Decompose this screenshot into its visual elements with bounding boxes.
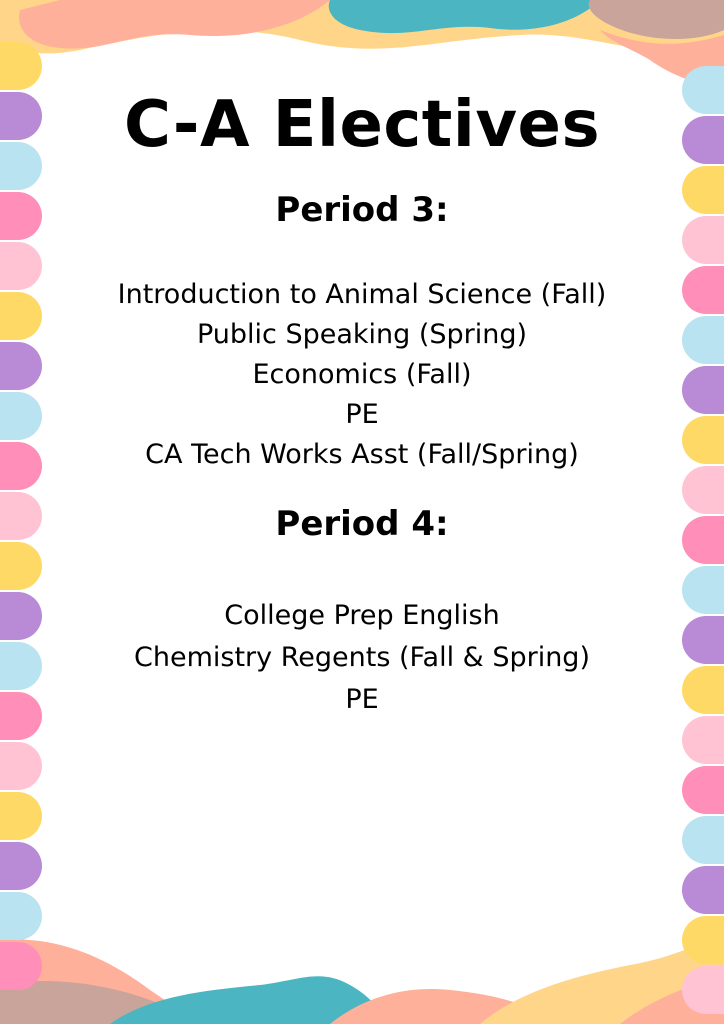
border-pill — [0, 292, 42, 340]
border-pill — [0, 592, 42, 640]
border-pill — [0, 342, 42, 390]
right-pill-border — [682, 66, 724, 1014]
border-pill — [682, 366, 724, 414]
list-item: CA Tech Works Asst (Fall/Spring) — [145, 439, 579, 470]
border-pill — [0, 842, 42, 890]
border-pill — [682, 666, 724, 714]
border-pill — [0, 792, 42, 840]
border-pill — [682, 416, 724, 464]
border-pill — [682, 566, 724, 614]
list-item: Chemistry Regents (Fall & Spring) — [134, 642, 590, 673]
border-pill — [0, 392, 42, 440]
list-item: PE — [345, 684, 379, 715]
border-pill — [682, 866, 724, 914]
border-pill — [682, 716, 724, 764]
left-pill-border — [0, 42, 42, 990]
border-pill — [682, 316, 724, 364]
border-pill — [0, 742, 42, 790]
border-pill — [0, 492, 42, 540]
page-title: C-A Electives — [123, 88, 601, 162]
border-pill — [0, 242, 42, 290]
border-pill — [682, 116, 724, 164]
list-item: Economics (Fall) — [252, 359, 472, 390]
border-pill — [0, 642, 42, 690]
border-pill — [682, 166, 724, 214]
list-item: Public Speaking (Spring) — [196, 319, 528, 350]
period-3-list — [60, 275, 664, 475]
border-pill — [0, 92, 42, 140]
list-item: PE — [345, 399, 379, 430]
border-pill — [682, 616, 724, 664]
border-pill — [682, 266, 724, 314]
period-3-heading: Period 3: — [275, 190, 449, 230]
border-pill — [682, 216, 724, 264]
list-item: Introduction to Animal Science (Fall) — [117, 279, 607, 310]
border-pill — [682, 766, 724, 814]
period-4-list — [60, 595, 664, 721]
flyer-content — [60, 0, 664, 1024]
period-4-heading: Period 4: — [275, 504, 449, 544]
border-pill — [0, 892, 42, 940]
border-pill — [0, 142, 42, 190]
border-pill — [0, 692, 42, 740]
border-pill — [682, 466, 724, 514]
border-pill — [0, 542, 42, 590]
border-pill — [0, 192, 42, 240]
border-pill — [0, 442, 42, 490]
border-pill — [682, 816, 724, 864]
border-pill — [682, 516, 724, 564]
list-item: College Prep English — [224, 600, 500, 631]
